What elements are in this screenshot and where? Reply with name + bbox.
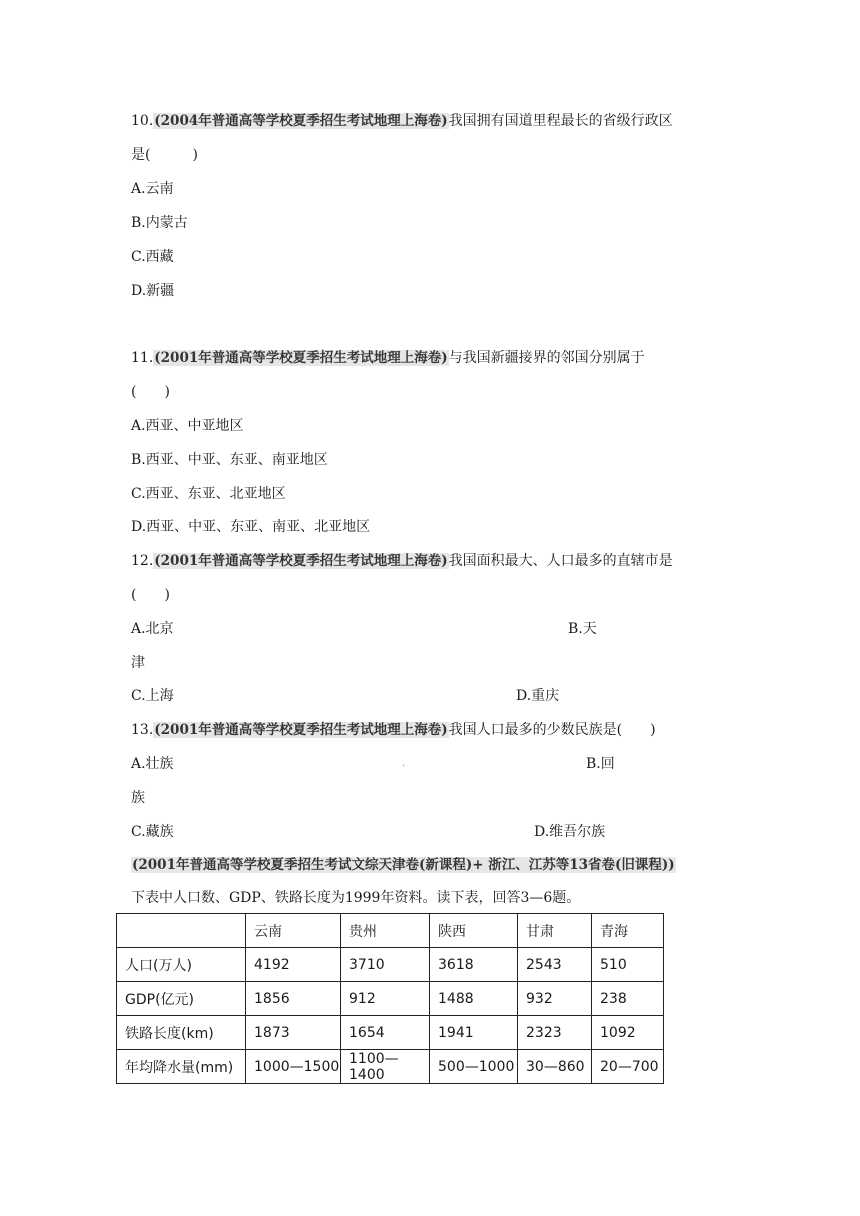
table-cell: 912 (341, 982, 430, 1016)
q13-stem-line (131, 720, 656, 740)
q11-stem-line (131, 348, 645, 368)
table-cell: 238 (592, 982, 664, 1016)
table-cell: 1856 (246, 982, 341, 1016)
table-header-cell: 贵州 (341, 914, 430, 948)
q13-option-b: B.回 (586, 756, 615, 772)
table-row (117, 948, 664, 982)
q12-source: (2001年普通高等学校夏季招生考试地理上海卷) (154, 553, 448, 569)
table-row-label: 铁路长度(km) (117, 1016, 246, 1050)
q13-option-a: A.壮族 (131, 756, 174, 772)
q12-option-a: A.北京 (131, 621, 174, 637)
q10-number: 10. (131, 113, 154, 129)
q11-option-d: D.西亚、中亚、东亚、南亚、北亚地区 (131, 519, 371, 535)
q13-number: 13. (131, 722, 154, 738)
q11-option-b: B.西亚、中亚、东亚、南亚地区 (131, 452, 328, 468)
table-header-cell (117, 914, 246, 948)
q13-option-c: C.藏族 (131, 824, 174, 840)
table-header-cell: 陕西 (430, 914, 518, 948)
table-cell: 500—1000 (430, 1050, 518, 1084)
table-row (117, 1016, 664, 1050)
group-source: (2001年普通高等学校夏季招生考试文综天津卷(新课程)+ 浙江、江苏等13省卷(旧课程)) (132, 857, 675, 873)
q12-stem: 我国面积最大、人口最多的直辖市是 (448, 553, 673, 569)
q11-source: (2001年普通高等学校夏季招生考试地理上海卷) (154, 350, 448, 366)
q12-option-b: B.天 (568, 621, 597, 637)
q11-option-a: A.西亚、中亚地区 (131, 418, 244, 434)
q12-stem-line (131, 551, 673, 571)
table-cell: 1488 (430, 982, 518, 1016)
table-header-cell: 云南 (246, 914, 341, 948)
q11-stem-cont: ( ) (131, 384, 170, 400)
table-row (117, 1050, 664, 1084)
table-cell: 2543 (518, 948, 592, 982)
q10-option-a: A.云南 (131, 181, 174, 197)
q12-option-d: D.重庆 (516, 688, 560, 704)
table-cell: 3618 (430, 948, 518, 982)
table-cell: 3710 (341, 948, 430, 982)
q11-option-c: C.西亚、东亚、北亚地区 (131, 486, 286, 502)
table-cell: 4192 (246, 948, 341, 982)
q13-source: (2001年普通高等学校夏季招生考试地理上海卷) (154, 722, 448, 738)
q10-source: (2004年普通高等学校夏季招生考试地理上海卷) (154, 113, 448, 129)
table-cell: 1873 (246, 1016, 341, 1050)
table-cell: 20—700 (592, 1050, 664, 1084)
table-header-cell: 甘肃 (518, 914, 592, 948)
table-header-row (117, 914, 664, 948)
table-cell: 510 (592, 948, 664, 982)
q13-option-b-cont: 族 (131, 790, 145, 806)
q10-stem-cont: 是( ) (131, 147, 198, 163)
q10-stem: 我国拥有国道里程最长的省级行政区 (448, 113, 673, 129)
table-cell: 1000—1500 (246, 1050, 341, 1084)
q13-stem: 我国人口最多的少数民族是( ) (448, 722, 656, 738)
table-cell: 1092 (592, 1016, 664, 1050)
q11-number: 11. (131, 350, 154, 366)
q12-stem-cont: ( ) (131, 587, 170, 603)
table-cell: 1941 (430, 1016, 518, 1050)
group-source-line (131, 855, 676, 875)
q12-option-b-cont: 津 (131, 655, 145, 671)
table-row-label: GDP(亿元) (117, 982, 246, 1016)
table-row-label: 人口(万人) (117, 948, 246, 982)
q10-option-c: C.西藏 (131, 249, 174, 265)
table-cell: 2323 (518, 1016, 592, 1050)
table-row-label: 年均降水量(mm) (117, 1050, 246, 1084)
q12-option-c: C.上海 (131, 688, 174, 704)
group-intro: 下表中人口数、GDP、铁路长度为1999年资料。读下表，回答3—6题。 (131, 890, 581, 906)
q13-dot: . (402, 758, 406, 769)
q10-stem-line (131, 111, 673, 131)
table-cell: 30—860 (518, 1050, 592, 1084)
data-table (116, 913, 664, 1084)
q13-option-d: D.维吾尔族 (534, 824, 606, 840)
table-cell: 1100—1400 (341, 1050, 430, 1084)
table-cell: 932 (518, 982, 592, 1016)
q10-option-d: D.新疆 (131, 283, 175, 299)
q10-option-b: B.内蒙古 (131, 215, 188, 231)
q11-stem: 与我国新疆接界的邻国分别属于 (448, 350, 645, 366)
table-cell: 1654 (341, 1016, 430, 1050)
table-header-cell: 青海 (592, 914, 664, 948)
table-row (117, 982, 664, 1016)
q12-number: 12. (131, 553, 154, 569)
